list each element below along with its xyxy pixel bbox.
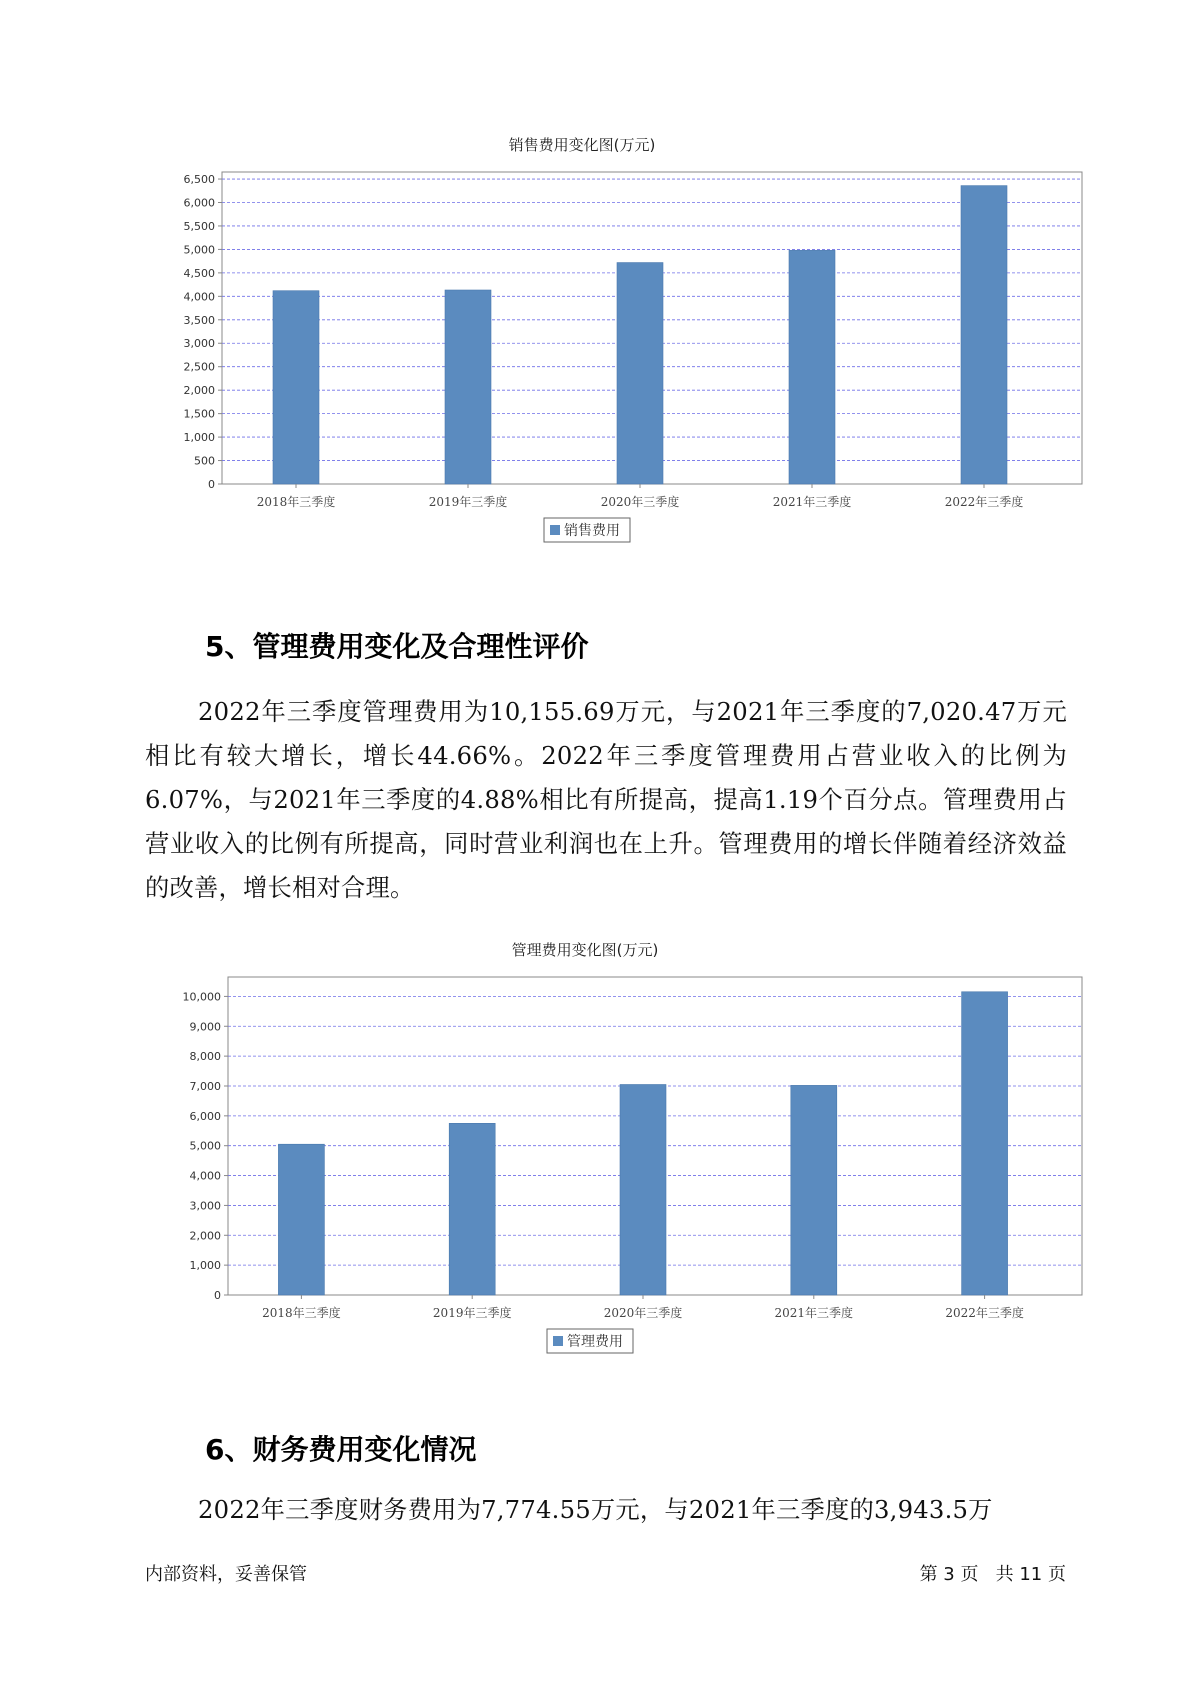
y-tick-label: 3,000 — [183, 337, 215, 351]
x-tick-label: 2018年三季度 — [262, 1306, 341, 1320]
x-tick-label: 2019年三季度 — [428, 495, 508, 509]
y-tick-label: 1,500 — [183, 407, 215, 421]
x-tick-label: 2021年三季度 — [774, 1306, 854, 1320]
section-6-heading: 6、财务费用变化情况 — [205, 1433, 477, 1466]
y-tick-label: 3,000 — [189, 1199, 221, 1213]
y-tick-label: 6,500 — [183, 173, 215, 187]
y-tick-label: 2,500 — [183, 360, 215, 374]
y-tick-label: 5,000 — [189, 1139, 221, 1153]
admin-expense-chart-svg — [150, 935, 1050, 1365]
bar — [620, 1084, 666, 1295]
legend-label: 销售费用 — [564, 523, 620, 539]
bar — [617, 263, 663, 484]
chart-title: 销售费用变化图(万元) — [508, 136, 656, 154]
x-tick-label: 2019年三季度 — [432, 1306, 512, 1320]
y-tick-label: 5,500 — [183, 219, 215, 233]
legend — [547, 1329, 633, 1353]
chart-title: 管理费用变化图(万元) — [511, 941, 659, 959]
bar — [445, 290, 491, 484]
y-tick-label: 4,500 — [183, 266, 215, 280]
bar — [273, 291, 319, 484]
legend-swatch — [553, 1336, 563, 1346]
bar — [278, 1144, 324, 1295]
bar — [789, 250, 835, 484]
section-6-paragraph: 2022年三季度财务费用为7,774.55万元，与2021年三季度的3,943.5万 — [198, 1495, 993, 1524]
bar — [449, 1123, 495, 1295]
legend — [544, 518, 630, 542]
x-tick-label: 2020年三季度 — [603, 1306, 683, 1320]
y-tick-label: 8,000 — [189, 1050, 221, 1064]
x-tick-label: 2021年三季度 — [772, 495, 852, 509]
y-tick-label: 1,000 — [189, 1259, 221, 1273]
y-tick-label: 7,000 — [189, 1079, 221, 1093]
bar — [962, 992, 1008, 1295]
x-tick-label: 2020年三季度 — [600, 495, 680, 509]
y-tick-label: 0 — [214, 1289, 221, 1302]
section-5-paragraph: 2022年三季度管理费用为10,155.69万元，与2021年三季度的7,020.47万元相比有较大增长，增长44.66%。2022年三季度管理费用占营业收入的比例为6.07%，与2021年三季度的4.88%相比有所提高，提高1.19个百分点。管理费用占营业收入的比例有所提高，同时营业利润也在上升。管理费用的增长伴随着经济效益的改善，增长相对合理。 — [145, 697, 1067, 902]
y-tick-label: 2,000 — [189, 1229, 221, 1243]
bar — [961, 186, 1007, 484]
legend-swatch — [550, 525, 560, 535]
y-tick-label: 500 — [194, 454, 215, 468]
y-tick-label: 4,000 — [183, 290, 215, 304]
y-tick-label: 5,000 — [183, 243, 215, 257]
y-tick-label: 4,000 — [189, 1169, 221, 1183]
y-tick-label: 0 — [208, 478, 215, 491]
x-tick-label: 2022年三季度 — [944, 495, 1024, 509]
bar — [791, 1085, 837, 1295]
footer-confidential-note: 内部资料，妥善保管 — [145, 1564, 307, 1585]
legend-label: 管理费用 — [567, 1334, 623, 1350]
y-tick-label: 9,000 — [189, 1020, 221, 1034]
y-tick-label: 3,500 — [183, 313, 215, 327]
y-tick-label: 1,000 — [183, 431, 215, 445]
y-tick-label: 6,000 — [183, 196, 215, 210]
y-tick-label: 6,000 — [189, 1109, 221, 1123]
footer-page-number: 第 3 页 共 11 页 — [919, 1564, 1066, 1585]
x-tick-label: 2018年三季度 — [256, 495, 336, 509]
sales-expense-chart — [150, 130, 1050, 550]
admin-expense-chart — [150, 935, 1050, 1365]
y-tick-label: 10,000 — [182, 990, 221, 1004]
y-tick-label: 2,000 — [183, 384, 215, 398]
x-tick-label: 2022年三季度 — [945, 1306, 1024, 1320]
section-5-heading: 5、管理费用变化及合理性评价 — [205, 630, 589, 663]
sales-expense-chart-svg — [150, 130, 1050, 550]
